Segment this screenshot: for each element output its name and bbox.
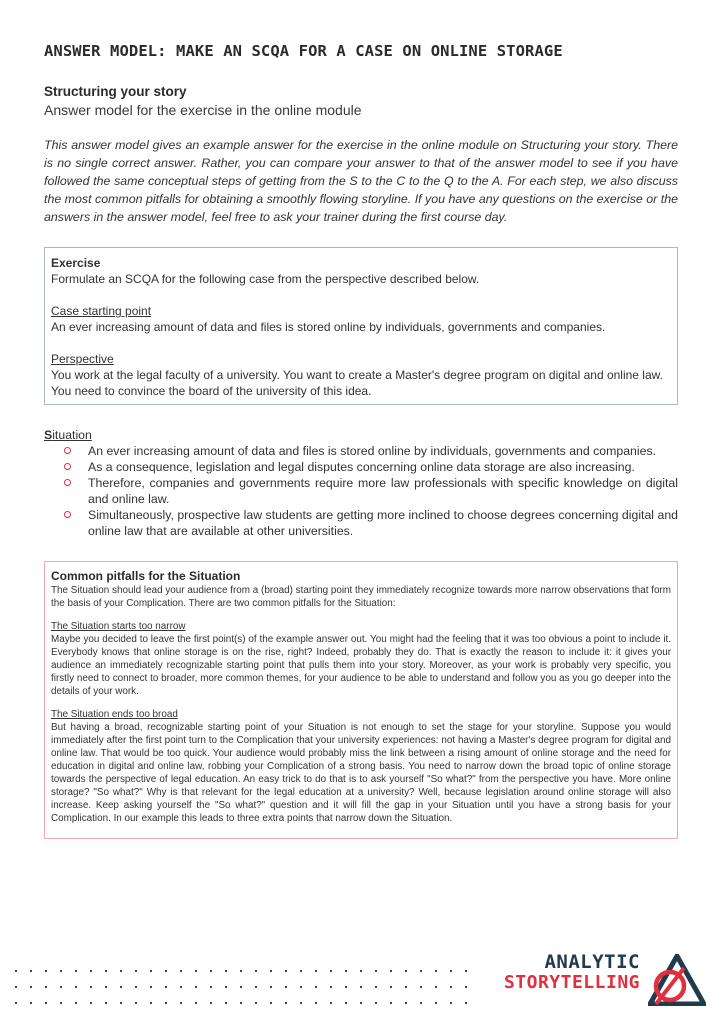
pattern-dot bbox=[165, 1002, 167, 1004]
situation-heading bbox=[44, 427, 678, 443]
circle-bullet-icon bbox=[64, 463, 71, 470]
pattern-dot bbox=[465, 1002, 467, 1004]
pattern-dot bbox=[45, 986, 47, 988]
pattern-dot bbox=[405, 1002, 407, 1004]
list-item bbox=[44, 507, 678, 539]
pattern-dot bbox=[450, 986, 452, 988]
pattern-dot bbox=[405, 986, 407, 988]
pattern-dot bbox=[30, 986, 32, 988]
pattern-dot bbox=[285, 970, 287, 972]
pattern-dot bbox=[330, 970, 332, 972]
pattern-dot bbox=[375, 970, 377, 972]
pattern-dot bbox=[255, 986, 257, 988]
list-item bbox=[44, 459, 678, 475]
circle-bullet-icon bbox=[64, 447, 71, 454]
pattern-dot bbox=[390, 986, 392, 988]
pattern-dot bbox=[150, 1002, 152, 1004]
pattern-dot bbox=[210, 986, 212, 988]
pattern-dot bbox=[90, 970, 92, 972]
pattern-dot bbox=[195, 970, 197, 972]
case-text: An ever increasing amount of data and files is stored online by individuals, governments and companies. bbox=[51, 320, 606, 334]
pattern-dot bbox=[270, 1002, 272, 1004]
pattern-dot bbox=[450, 1002, 452, 1004]
pattern-dot bbox=[240, 970, 242, 972]
dotted-pattern bbox=[14, 968, 472, 1008]
pattern-dot bbox=[435, 1002, 437, 1004]
pattern-dot bbox=[420, 1002, 422, 1004]
pattern-dot bbox=[105, 1002, 107, 1004]
pattern-dot bbox=[180, 970, 182, 972]
case-heading: Case starting point bbox=[51, 304, 152, 318]
circle-bullet-icon bbox=[64, 479, 71, 486]
pattern-dot bbox=[60, 986, 62, 988]
pattern-dot bbox=[180, 1002, 182, 1004]
pattern-dot bbox=[315, 986, 317, 988]
pattern-dot bbox=[285, 1002, 287, 1004]
pattern-dot bbox=[360, 970, 362, 972]
pattern-dot bbox=[240, 986, 242, 988]
pattern-dot bbox=[60, 970, 62, 972]
pattern-dot bbox=[165, 970, 167, 972]
pitfall-1-text: Maybe you decided to leave the first point(s) of the example answer out. You might had the feeling that it was too obvious a point to include it. Everybody knows that online storage is on the rise, right? Indeed, probably they do. That is exactly the reason to include it: it gives your audience an immediately recognizable starting point that pulls them into your story. Moreover, as your work is probably very specific, you firstly need to connect to broader, more common themes, for your audience to be able to understand and follow you as you go deeper into the details of your work. bbox=[51, 634, 671, 697]
logo-line-2: STORYTELLING bbox=[503, 972, 640, 993]
pattern-dot bbox=[105, 986, 107, 988]
section-description: Answer model for the exercise in the online module bbox=[44, 102, 362, 118]
logo-mark-icon bbox=[648, 954, 706, 1006]
pitfall-2-text: But having a broad, recognizable starting point of your Situation is not enough to set the stage for your storyline. Suppose you would immediately after the first point turn to the Complication that your university experiences: not having a Master's degree program for digital and online law. That would be too quick. Your audience would probably miss the link between a rising amount of online storage and the need for education in digital and online law, robbing your Complication of a strong basis. You need to narrow down the broad topic of online storage towards the perspective of legal education. An easy trick to do that is to ask yourself "So what?" from the perspective you have. More online storage? "So what?" Why is that relevant for the legal education at a university? Well, because legislation around online storage will also increase. Keep asking yourself the "So what?" question and it will fill the gap in your Situation until you have a strong basis for your Complication. In our example this leads to three extra points that narrow down the Situation. bbox=[51, 722, 671, 824]
circle-bullet-icon bbox=[64, 511, 71, 518]
perspective-text: You work at the legal faculty of a university. You want to create a Master's degree program on digital and online law. You need to convince the board of the university of this idea. bbox=[51, 368, 663, 398]
pattern-dot bbox=[75, 986, 77, 988]
pattern-dot bbox=[195, 986, 197, 988]
pattern-dot bbox=[60, 1002, 62, 1004]
pattern-dot bbox=[435, 986, 437, 988]
pattern-dot bbox=[465, 970, 467, 972]
pattern-dot bbox=[465, 986, 467, 988]
pattern-dot bbox=[330, 1002, 332, 1004]
pattern-dot bbox=[285, 986, 287, 988]
pattern-dot bbox=[30, 1002, 32, 1004]
pattern-dot bbox=[90, 1002, 92, 1004]
pattern-dot bbox=[105, 970, 107, 972]
list-item bbox=[44, 475, 678, 507]
pattern-dot bbox=[420, 970, 422, 972]
pattern-dot bbox=[345, 970, 347, 972]
pattern-dot bbox=[195, 1002, 197, 1004]
pattern-dot bbox=[75, 970, 77, 972]
pitfall-2-heading-text: The Situation ends too broad bbox=[51, 709, 178, 720]
list-item bbox=[44, 443, 678, 459]
pitfall-2-heading bbox=[51, 708, 671, 721]
pattern-dot bbox=[135, 970, 137, 972]
pattern-dot bbox=[210, 1002, 212, 1004]
pattern-dot bbox=[255, 970, 257, 972]
pattern-dot bbox=[165, 986, 167, 988]
pattern-dot bbox=[210, 970, 212, 972]
pattern-dot bbox=[150, 970, 152, 972]
pattern-dot bbox=[450, 970, 452, 972]
pitfalls-box bbox=[44, 561, 678, 839]
pattern-dot bbox=[300, 986, 302, 988]
pattern-dot bbox=[300, 970, 302, 972]
logo bbox=[504, 952, 640, 993]
list-item-text: Therefore, companies and governments require more law professionals with specific knowledge on digital and online law. bbox=[88, 476, 678, 506]
perspective-heading: Perspective bbox=[51, 352, 114, 366]
pattern-dot bbox=[360, 1002, 362, 1004]
pattern-dot bbox=[30, 970, 32, 972]
exercise-heading: Exercise bbox=[51, 256, 101, 270]
situation-list bbox=[44, 443, 678, 539]
pattern-dot bbox=[225, 1002, 227, 1004]
section-subtitle: Structuring your story bbox=[44, 84, 187, 99]
pattern-dot bbox=[345, 986, 347, 988]
situation-section bbox=[44, 427, 678, 539]
pattern-dot bbox=[45, 970, 47, 972]
logo-line-1: ANALYTIC bbox=[544, 951, 640, 973]
pattern-dot bbox=[270, 986, 272, 988]
pitfalls-heading: Common pitfalls for the Situation bbox=[51, 569, 241, 583]
pattern-dot bbox=[120, 1002, 122, 1004]
page-title: ANSWER MODEL: MAKE AN SCQA FOR A CASE ON ONLINE STORAGE bbox=[44, 42, 563, 60]
pattern-dot bbox=[255, 1002, 257, 1004]
situation-heading-rest: ituation bbox=[52, 428, 92, 442]
pattern-dot bbox=[300, 1002, 302, 1004]
pattern-dot bbox=[135, 1002, 137, 1004]
pattern-dot bbox=[270, 970, 272, 972]
pattern-dot bbox=[225, 970, 227, 972]
pattern-dot bbox=[405, 970, 407, 972]
pattern-dot bbox=[315, 1002, 317, 1004]
pattern-dot bbox=[225, 986, 227, 988]
exercise-text: Formulate an SCQA for the following case from the perspective described below. bbox=[51, 272, 480, 286]
exercise-box bbox=[44, 247, 678, 405]
pattern-dot bbox=[180, 986, 182, 988]
intro-paragraph: This answer model gives an example answer for the exercise in the online module on Structuring your story. There is no single correct answer. Rather, you can compare your answer to that of the answer model to see if you have followed the same conceptual steps of getting from the S to the C to the Q to the A. For each step, we also discuss the most common pitfalls for obtaining a smoothly flowing storyline. If you have any questions on the exercise or the answers in the answer model, feel free to ask your trainer during the first course day. bbox=[44, 138, 678, 224]
pattern-dot bbox=[135, 986, 137, 988]
pattern-dot bbox=[15, 986, 17, 988]
list-item-text: An ever increasing amount of data and files is stored online by individuals, governments and companies. bbox=[88, 444, 657, 458]
pattern-dot bbox=[45, 1002, 47, 1004]
pattern-dot bbox=[90, 986, 92, 988]
pattern-dot bbox=[345, 1002, 347, 1004]
pitfall-1-heading-text: The Situation starts too narrow bbox=[51, 621, 186, 632]
pattern-dot bbox=[120, 970, 122, 972]
pattern-dot bbox=[390, 970, 392, 972]
pattern-dot bbox=[15, 970, 17, 972]
pattern-dot bbox=[420, 986, 422, 988]
situation-heading-initial: S bbox=[44, 428, 53, 442]
pattern-dot bbox=[15, 1002, 17, 1004]
pattern-dot bbox=[315, 970, 317, 972]
pattern-dot bbox=[360, 986, 362, 988]
pattern-dot bbox=[435, 970, 437, 972]
list-item-text: As a consequence, legislation and legal disputes concerning online data storage are also increasing. bbox=[88, 460, 635, 474]
pattern-dot bbox=[330, 986, 332, 988]
pattern-dot bbox=[390, 1002, 392, 1004]
pattern-dot bbox=[375, 986, 377, 988]
pitfall-1-heading bbox=[51, 620, 671, 633]
pattern-dot bbox=[150, 986, 152, 988]
pattern-dot bbox=[375, 1002, 377, 1004]
list-item-text: Simultaneously, prospective law students are getting more inclined to choose degrees concerning digital and online law that are available at other universities. bbox=[88, 508, 678, 538]
pattern-dot bbox=[120, 986, 122, 988]
pattern-dot bbox=[240, 1002, 242, 1004]
pattern-dot bbox=[75, 1002, 77, 1004]
pitfalls-intro: The Situation should lead your audience from a (broad) starting point they immediately recognize towards more narrow observations that form the basis of your Complication. There are two common pitfalls for the Situation: bbox=[51, 585, 671, 609]
